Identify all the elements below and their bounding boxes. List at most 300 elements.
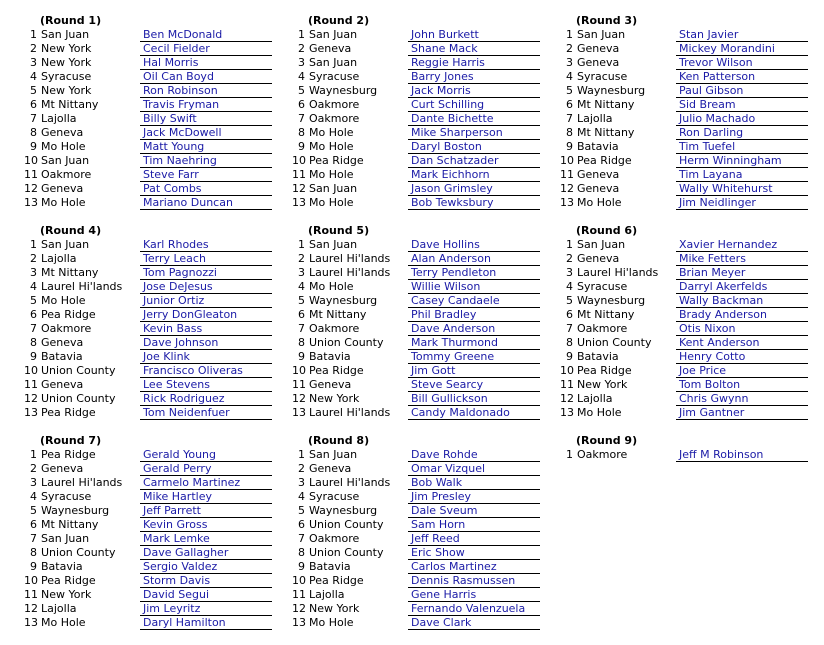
team-name: Pea Ridge (41, 406, 96, 419)
pick-number: 7 (298, 112, 305, 125)
pick-number: 3 (30, 476, 37, 489)
pick-number: 3 (566, 56, 573, 69)
pick-number: 8 (298, 546, 305, 559)
team-name: Syracuse (309, 70, 360, 83)
pick-row (24, 182, 294, 196)
pick-number: 1 (30, 28, 37, 41)
pick-number: 1 (298, 448, 305, 461)
player-name: Tom Pagnozzi (140, 266, 272, 280)
pick-number: 11 (560, 168, 574, 181)
player-name: Jack McDowell (140, 126, 272, 140)
pick-number: 12 (560, 392, 574, 405)
pick-number: 11 (292, 378, 306, 391)
pick-row (560, 280, 824, 294)
player-name: Dan Schatzader (408, 154, 540, 168)
pick-row (560, 140, 824, 154)
pick-number: 6 (298, 98, 305, 111)
pick-number: 2 (30, 462, 37, 475)
pick-row (560, 350, 824, 364)
player-name: Reggie Harris (408, 56, 540, 70)
player-name: Gerald Young (140, 448, 272, 462)
pick-number: 9 (566, 140, 573, 153)
pick-number: 5 (298, 504, 305, 517)
pick-number: 11 (24, 378, 38, 391)
pick-row (292, 532, 562, 546)
pick-number: 4 (30, 490, 37, 503)
player-name: Carmelo Martinez (140, 476, 272, 490)
team-name: Union County (309, 336, 384, 349)
pick-number: 4 (298, 490, 305, 503)
pick-number: 13 (24, 616, 38, 629)
team-name: Waynesburg (309, 84, 378, 97)
pick-number: 1 (30, 238, 37, 251)
team-name: New York (309, 392, 360, 405)
pick-number: 8 (566, 126, 573, 139)
player-name: Gene Harris (408, 588, 540, 602)
pick-row (292, 602, 562, 616)
pick-number: 2 (566, 42, 573, 55)
pick-row (24, 336, 294, 350)
pick-row (24, 98, 294, 112)
pick-row (292, 448, 562, 462)
team-name: Pea Ridge (309, 574, 364, 587)
team-name: San Juan (577, 238, 626, 251)
team-name: Oakmore (577, 322, 628, 335)
pick-number: 12 (24, 602, 38, 615)
team-name: Batavia (577, 140, 619, 153)
player-name: Tom Neidenfuer (140, 406, 272, 420)
player-name: Joe Price (676, 364, 808, 378)
pick-number: 4 (30, 70, 37, 83)
pick-row (24, 546, 294, 560)
team-name: New York (41, 84, 92, 97)
pick-row (24, 490, 294, 504)
pick-number: 6 (566, 308, 573, 321)
player-name: Casey Candaele (408, 294, 540, 308)
pick-row (560, 154, 824, 168)
player-name: Tim Layana (676, 168, 808, 182)
team-name: Geneva (309, 462, 352, 475)
team-name: Geneva (41, 462, 84, 475)
pick-number: 11 (24, 588, 38, 601)
team-name: San Juan (309, 238, 358, 251)
team-name: Pea Ridge (309, 364, 364, 377)
player-name: Kevin Bass (140, 322, 272, 336)
team-name: Mo Hole (309, 126, 354, 139)
pick-number: 2 (30, 252, 37, 265)
player-name: Mark Thurmond (408, 336, 540, 350)
player-name: Storm Davis (140, 574, 272, 588)
pick-row (292, 168, 562, 182)
team-name: Oakmore (41, 322, 92, 335)
pick-row (24, 84, 294, 98)
team-name: Mo Hole (309, 196, 354, 209)
team-name: Lajolla (41, 602, 77, 615)
team-name: San Juan (309, 56, 358, 69)
pick-row (24, 196, 294, 210)
player-name: Dave Johnson (140, 336, 272, 350)
player-name: Julio Machado (676, 112, 808, 126)
pick-number: 5 (566, 294, 573, 307)
pick-number: 5 (30, 504, 37, 517)
team-name: Pea Ridge (41, 574, 96, 587)
pick-number: 9 (298, 350, 305, 363)
team-name: Mo Hole (577, 406, 622, 419)
pick-row (560, 112, 824, 126)
pick-row (24, 602, 294, 616)
pick-number: 3 (30, 266, 37, 279)
player-name: Dave Rohde (408, 448, 540, 462)
team-name: Mo Hole (309, 140, 354, 153)
pick-number: 2 (298, 462, 305, 475)
pick-number: 8 (566, 336, 573, 349)
pick-number: 4 (566, 280, 573, 293)
player-name: Pat Combs (140, 182, 272, 196)
player-name: Karl Rhodes (140, 238, 272, 252)
pick-number: 4 (298, 280, 305, 293)
pick-number: 7 (298, 532, 305, 545)
pick-row (24, 322, 294, 336)
pick-row (24, 252, 294, 266)
pick-row (24, 238, 294, 252)
player-name: Bob Tewksbury (408, 196, 540, 210)
player-name: Ben McDonald (140, 28, 272, 42)
pick-row (24, 266, 294, 280)
team-name: Waynesburg (41, 504, 110, 517)
team-name: Union County (41, 546, 116, 559)
team-name: Batavia (41, 560, 83, 573)
team-name: Mo Hole (577, 196, 622, 209)
pick-row (560, 84, 824, 98)
player-name: Rick Rodriguez (140, 392, 272, 406)
pick-number: 6 (298, 518, 305, 531)
pick-number: 10 (560, 154, 574, 167)
team-name: New York (41, 588, 92, 601)
pick-number: 3 (298, 476, 305, 489)
team-name: Mo Hole (309, 168, 354, 181)
pick-number: 10 (292, 574, 306, 587)
pick-row (560, 238, 824, 252)
pick-row (560, 448, 824, 462)
player-name: Jim Leyritz (140, 602, 272, 616)
team-name: Mt Nittany (41, 518, 99, 531)
pick-number: 4 (566, 70, 573, 83)
pick-number: 10 (292, 154, 306, 167)
pick-number: 9 (30, 140, 37, 153)
team-name: Laurel Hi'lands (577, 266, 659, 279)
player-name: Kevin Gross (140, 518, 272, 532)
player-name: Tom Bolton (676, 378, 808, 392)
player-name: Ken Patterson (676, 70, 808, 84)
pick-row (24, 280, 294, 294)
team-name: Lajolla (41, 252, 77, 265)
team-name: Waynesburg (309, 504, 378, 517)
pick-row (292, 280, 562, 294)
team-name: Lajolla (309, 588, 345, 601)
player-name: Mark Lemke (140, 532, 272, 546)
round-title: (Round 1) (40, 14, 102, 27)
pick-number: 8 (30, 126, 37, 139)
team-name: San Juan (309, 182, 358, 195)
player-name: Bob Walk (408, 476, 540, 490)
pick-number: 9 (298, 140, 305, 153)
player-name: Jeff Parrett (140, 504, 272, 518)
team-name: Syracuse (309, 490, 360, 503)
pick-number: 8 (298, 126, 305, 139)
pick-row (292, 490, 562, 504)
player-name: Bill Gullickson (408, 392, 540, 406)
player-name: Fernando Valenzuela (408, 602, 540, 616)
team-name: Geneva (577, 168, 620, 181)
pick-number: 6 (298, 308, 305, 321)
player-name: Ron Darling (676, 126, 808, 140)
player-name: Stan Javier (676, 28, 808, 42)
team-name: New York (41, 42, 92, 55)
team-name: Oakmore (309, 112, 360, 125)
team-name: Mo Hole (41, 294, 86, 307)
pick-number: 8 (30, 336, 37, 349)
player-name: Tim Naehring (140, 154, 272, 168)
round-block (292, 14, 562, 212)
pick-row (560, 28, 824, 42)
pick-number: 9 (566, 350, 573, 363)
player-name: Dave Hollins (408, 238, 540, 252)
player-name: Mickey Morandini (676, 42, 808, 56)
player-name: David Segui (140, 588, 272, 602)
team-name: Lajolla (41, 112, 77, 125)
pick-row (560, 182, 824, 196)
pick-number: 12 (24, 392, 38, 405)
pick-row (24, 518, 294, 532)
team-name: Oakmore (577, 448, 628, 461)
pick-number: 3 (298, 56, 305, 69)
pick-row (24, 462, 294, 476)
pick-row (560, 126, 824, 140)
player-name: Jeff Reed (408, 532, 540, 546)
pick-number: 5 (30, 294, 37, 307)
pick-number: 10 (24, 154, 38, 167)
player-name: Sergio Valdez (140, 560, 272, 574)
pick-number: 12 (24, 182, 38, 195)
pick-row (292, 140, 562, 154)
team-name: San Juan (41, 532, 90, 545)
round-title: (Round 8) (308, 434, 370, 447)
player-name: Dave Clark (408, 616, 540, 630)
round-title: (Round 7) (40, 434, 102, 447)
pick-row (24, 392, 294, 406)
player-name: Chris Gwynn (676, 392, 808, 406)
pick-row (24, 406, 294, 420)
team-name: Waynesburg (309, 294, 378, 307)
pick-number: 11 (560, 378, 574, 391)
player-name: Matt Young (140, 140, 272, 154)
team-name: Syracuse (577, 280, 628, 293)
player-name: Jim Gott (408, 364, 540, 378)
team-name: Mo Hole (41, 140, 86, 153)
pick-row (560, 56, 824, 70)
pick-row (292, 616, 562, 630)
pick-number: 6 (30, 98, 37, 111)
team-name: Geneva (577, 182, 620, 195)
player-name: Barry Jones (408, 70, 540, 84)
player-name: Dante Bichette (408, 112, 540, 126)
player-name: Jim Gantner (676, 406, 808, 420)
team-name: Union County (577, 336, 652, 349)
pick-number: 13 (292, 196, 306, 209)
team-name: Lajolla (577, 392, 613, 405)
pick-row (292, 196, 562, 210)
player-name: Sid Bream (676, 98, 808, 112)
pick-number: 13 (292, 406, 306, 419)
pick-row (292, 504, 562, 518)
team-name: Laurel Hi'lands (41, 476, 123, 489)
pick-number: 13 (560, 406, 574, 419)
player-name: Wally Backman (676, 294, 808, 308)
player-name: Tim Tuefel (676, 140, 808, 154)
team-name: Geneva (577, 42, 620, 55)
team-name: Geneva (41, 126, 84, 139)
pick-row (24, 574, 294, 588)
pick-number: 11 (292, 168, 306, 181)
pick-row (24, 588, 294, 602)
player-name: Alan Anderson (408, 252, 540, 266)
team-name: New York (41, 56, 92, 69)
team-name: Laurel Hi'lands (309, 406, 391, 419)
team-name: Laurel Hi'lands (309, 252, 391, 265)
team-name: Pea Ridge (577, 364, 632, 377)
pick-number: 3 (566, 266, 573, 279)
player-name: Dennis Rasmussen (408, 574, 540, 588)
team-name: Mo Hole (41, 616, 86, 629)
round-block (24, 224, 294, 422)
pick-row (560, 70, 824, 84)
pick-number: 10 (24, 574, 38, 587)
pick-row (24, 364, 294, 378)
team-name: Geneva (577, 56, 620, 69)
pick-row (292, 294, 562, 308)
round-title: (Round 2) (308, 14, 370, 27)
player-name: Jack Morris (408, 84, 540, 98)
pick-row (24, 70, 294, 84)
pick-number: 1 (298, 238, 305, 251)
player-name: Mike Sharperson (408, 126, 540, 140)
pick-row (292, 546, 562, 560)
player-name: Phil Bradley (408, 308, 540, 322)
pick-number: 8 (30, 546, 37, 559)
team-name: Mt Nittany (41, 98, 99, 111)
pick-row (292, 84, 562, 98)
team-name: Oakmore (309, 532, 360, 545)
team-name: Batavia (577, 350, 619, 363)
team-name: Union County (309, 546, 384, 559)
pick-row (560, 294, 824, 308)
pick-row (24, 126, 294, 140)
pick-number: 6 (566, 98, 573, 111)
player-name: Otis Nixon (676, 322, 808, 336)
pick-number: 9 (30, 560, 37, 573)
pick-number: 9 (298, 560, 305, 573)
pick-number: 13 (24, 406, 38, 419)
pick-row (24, 112, 294, 126)
pick-number: 2 (566, 252, 573, 265)
team-name: Oakmore (309, 98, 360, 111)
pick-number: 7 (30, 322, 37, 335)
team-name: San Juan (309, 28, 358, 41)
pick-row (292, 56, 562, 70)
player-name: Mike Fetters (676, 252, 808, 266)
player-name: Kent Anderson (676, 336, 808, 350)
pick-row (292, 98, 562, 112)
player-name: Dave Gallagher (140, 546, 272, 560)
pick-row (292, 392, 562, 406)
player-name: Xavier Hernandez (676, 238, 808, 252)
pick-number: 7 (566, 112, 573, 125)
pick-row (560, 98, 824, 112)
pick-number: 5 (298, 294, 305, 307)
pick-row (292, 476, 562, 490)
player-name: Joe Klink (140, 350, 272, 364)
pick-row (24, 154, 294, 168)
player-name: Travis Fryman (140, 98, 272, 112)
pick-row (292, 406, 562, 420)
pick-row (292, 28, 562, 42)
team-name: Mt Nittany (577, 126, 635, 139)
player-name: Junior Ortiz (140, 294, 272, 308)
pick-row (24, 140, 294, 154)
team-name: Batavia (309, 350, 351, 363)
round-block (292, 224, 562, 422)
pick-number: 5 (30, 84, 37, 97)
pick-number: 1 (566, 28, 573, 41)
pick-row (292, 252, 562, 266)
team-name: Syracuse (41, 490, 92, 503)
pick-number: 11 (292, 588, 306, 601)
pick-row (560, 308, 824, 322)
team-name: Batavia (309, 560, 351, 573)
round-block (292, 434, 562, 632)
pick-row (292, 462, 562, 476)
player-name: Sam Horn (408, 518, 540, 532)
round-title: (Round 6) (576, 224, 638, 237)
round-block (560, 434, 824, 464)
team-name: Geneva (41, 378, 84, 391)
pick-row (24, 308, 294, 322)
team-name: Pea Ridge (41, 308, 96, 321)
pick-row (292, 560, 562, 574)
team-name: Geneva (577, 252, 620, 265)
pick-row (560, 42, 824, 56)
pick-row (24, 28, 294, 42)
pick-row (292, 308, 562, 322)
pick-row (292, 238, 562, 252)
pick-row (24, 294, 294, 308)
player-name: Mike Hartley (140, 490, 272, 504)
pick-row (560, 196, 824, 210)
pick-number: 7 (30, 532, 37, 545)
pick-row (292, 42, 562, 56)
pick-row (24, 56, 294, 70)
team-name: Mo Hole (41, 196, 86, 209)
pick-row (560, 168, 824, 182)
pick-number: 2 (30, 42, 37, 55)
pick-number: 4 (30, 280, 37, 293)
pick-row (24, 476, 294, 490)
player-name: Oil Can Boyd (140, 70, 272, 84)
player-name: Tommy Greene (408, 350, 540, 364)
pick-row (292, 364, 562, 378)
player-name: Gerald Perry (140, 462, 272, 476)
player-name: Henry Cotto (676, 350, 808, 364)
